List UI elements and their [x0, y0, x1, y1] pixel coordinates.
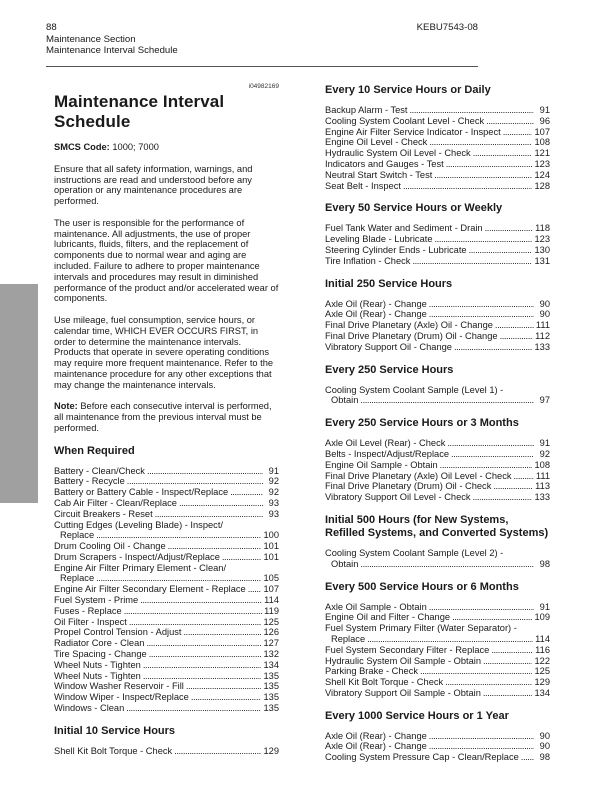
entry-title: Circuit Breakers - Reset — [54, 508, 153, 519]
entry-title: Cooling System Coolant Sample (Level 1) - — [325, 384, 504, 395]
entry-page-number: 111 — [535, 470, 550, 481]
entry-page-number: 133 — [534, 492, 550, 503]
toc-entry[interactable] — [325, 299, 550, 310]
entry-title: Final Drive Planetary (Drum) Oil - Check — [325, 481, 492, 492]
entry-title: Axle Oil (Rear) - Change — [325, 298, 427, 309]
toc-entry[interactable] — [54, 498, 279, 509]
entry-title: Wheel Nuts - Tighten — [54, 659, 141, 670]
interval-section — [325, 202, 550, 266]
entry-title: Final Drive Planetary (Axle) Oil - Change — [325, 320, 493, 331]
document-id: i04982169 — [248, 83, 279, 90]
toc-list — [325, 299, 550, 353]
entry-title-continued: Obtain — [331, 558, 359, 569]
entry-page-number: 101 — [263, 551, 279, 562]
toc-entry[interactable] — [325, 449, 550, 460]
toc-entry[interactable] — [54, 606, 279, 617]
entry-title: Fuel Tank Water and Sediment - Drain — [325, 223, 483, 234]
toc-entry[interactable] — [54, 617, 279, 628]
toc-entry[interactable] — [325, 460, 550, 471]
dot-leader — [491, 645, 533, 656]
toc-entry[interactable] — [54, 466, 279, 477]
section-heading: When Required — [54, 444, 135, 457]
entry-title: Engine Oil Level - Check — [325, 137, 428, 148]
toc-entry[interactable] — [54, 681, 279, 692]
dot-leader — [420, 666, 532, 677]
dot-leader — [445, 677, 532, 688]
toc-entry[interactable] — [325, 116, 550, 127]
toc-list — [54, 466, 279, 714]
entry-title: Final Drive Planetary (Drum) Oil - Change — [325, 330, 498, 341]
dot-leader — [473, 492, 533, 503]
dot-leader — [191, 692, 262, 703]
dot-leader — [360, 395, 534, 406]
dot-leader — [521, 752, 534, 763]
header-section: Maintenance Section — [46, 33, 136, 45]
entry-title: Engine Air Filter Primary Element - Clean/ — [54, 562, 227, 573]
toc-entry[interactable] — [54, 660, 279, 671]
toc-entry[interactable] — [54, 509, 279, 520]
smcs-value: 1000; 7000 — [109, 142, 159, 152]
entry-page-number: 121 — [534, 148, 550, 159]
toc-entry[interactable] — [325, 492, 550, 503]
entry-page-number: 93 — [268, 497, 279, 508]
toc-entry[interactable] — [54, 595, 279, 606]
dot-leader — [183, 627, 261, 638]
entry-page-number: 96 — [539, 115, 550, 126]
toc-entry[interactable] — [54, 563, 279, 585]
entry-title: Engine Oil Sample - Obtain — [325, 459, 438, 470]
dot-leader — [429, 299, 534, 310]
entry-page-number: 130 — [534, 244, 550, 255]
dot-leader — [410, 105, 534, 116]
entry-title: Fuses - Replace — [54, 605, 122, 616]
entry-page-number: 134 — [263, 659, 279, 670]
smcs-code — [54, 142, 279, 153]
dot-leader — [140, 595, 262, 606]
toc-entry[interactable] — [325, 612, 550, 623]
entry-title: Windows - Clean — [54, 703, 125, 714]
dot-leader — [186, 681, 262, 692]
dot-leader — [485, 223, 534, 234]
note-text: Before each consecutive interval is performed, all maintenance from the previous interval must be performed. — [54, 401, 272, 433]
page-number: 88 — [46, 22, 57, 33]
entry-page-number: 124 — [534, 169, 550, 180]
toc-list — [325, 438, 550, 503]
section-heading: Initial 250 Service Hours — [325, 277, 453, 290]
section-heading: Every 50 Service Hours or Weekly — [325, 202, 503, 215]
entry-title: Steering Cylinder Ends - Lubricate — [325, 244, 467, 255]
toc-entry[interactable] — [325, 677, 550, 688]
toc-entry[interactable] — [54, 671, 279, 682]
dot-leader — [149, 649, 262, 660]
dot-leader — [473, 148, 533, 159]
entry-page-number: 116 — [535, 644, 550, 655]
entry-page-number: 127 — [263, 638, 279, 649]
toc-entry[interactable] — [325, 309, 550, 320]
entry-title: Wheel Nuts - Tighten — [54, 670, 141, 681]
entry-title: Seat Belt - Inspect — [325, 180, 401, 191]
dot-leader — [124, 606, 262, 617]
entry-title: Window Wiper - Inspect/Replace — [54, 692, 189, 703]
dot-leader — [495, 320, 534, 331]
dot-leader — [127, 476, 263, 487]
toc-entry[interactable] — [325, 148, 550, 159]
entry-page-number: 135 — [263, 681, 279, 692]
dot-leader — [360, 559, 534, 570]
toc-entry[interactable] — [54, 476, 279, 487]
dot-leader — [126, 703, 261, 714]
entry-title: Shell Kit Bolt Torque - Check — [325, 677, 444, 688]
entry-page-number: 129 — [534, 677, 550, 688]
dot-leader — [179, 498, 263, 509]
toc-entry[interactable] — [325, 245, 550, 256]
entry-title: Cooling System Pressure Cap - Clean/Replace — [325, 752, 519, 763]
left-column — [54, 82, 279, 768]
interval-section — [325, 581, 550, 699]
entry-page-number: 128 — [534, 180, 550, 191]
dot-leader — [168, 541, 262, 552]
toc-entry[interactable] — [325, 438, 550, 449]
toc-entry[interactable] — [54, 746, 279, 757]
right-column — [325, 82, 550, 774]
entry-title-continued: Replace — [60, 530, 95, 541]
toc-entry[interactable] — [325, 256, 550, 267]
dot-leader — [96, 530, 261, 541]
entry-page-number: 91 — [268, 465, 279, 476]
entry-title: Fuel System - Prime — [54, 595, 139, 606]
dot-leader — [143, 671, 262, 682]
entry-title: Axle Oil (Rear) - Change — [325, 730, 427, 741]
dot-leader — [230, 487, 263, 498]
toc-entry[interactable] — [54, 692, 279, 703]
entry-title: Leveling Blade - Lubricate — [325, 234, 433, 245]
note-label: Note: — [54, 401, 78, 412]
entry-title-continued: Obtain — [331, 395, 359, 406]
entry-page-number: 135 — [263, 670, 279, 681]
entry-page-number: 118 — [535, 223, 550, 234]
dot-leader — [248, 584, 262, 595]
entry-page-number: 108 — [534, 137, 550, 148]
section-heading: Initial 10 Service Hours — [54, 724, 176, 737]
entry-page-number: 125 — [534, 666, 550, 677]
dot-leader — [454, 342, 533, 353]
entry-page-number: 105 — [263, 573, 279, 584]
entry-title: Drum Cooling Oil - Change — [54, 541, 166, 552]
section-heading: Every 1000 Service Hours or 1 Year — [325, 709, 509, 722]
entry-page-number: 133 — [534, 341, 550, 352]
entry-page-number: 114 — [264, 595, 279, 606]
section-heading: Every 500 Service Hours or 6 Months — [325, 580, 519, 593]
entry-page-number: 135 — [263, 703, 279, 714]
toc-list — [325, 105, 550, 191]
entry-title: Belts - Inspect/Adjust/Replace — [325, 448, 450, 459]
dot-leader — [469, 245, 533, 256]
interval-section — [325, 84, 550, 191]
entry-title: Engine Air Filter Service Indicator - Inspect — [325, 126, 501, 137]
section-heading: Every 250 Service Hours — [325, 363, 454, 376]
dot-leader — [412, 256, 532, 267]
toc-entry[interactable] — [54, 487, 279, 498]
entry-title: Neutral Start Switch - Test — [325, 169, 433, 180]
toc-entry[interactable] — [325, 385, 550, 407]
intro-paragraph: Ensure that all safety information, warnings, and instructions are read and understood before any operation or any maintenance procedures are performed. — [54, 163, 253, 207]
entry-title: Fuel System Primary Filter (Water Separator) - — [325, 623, 517, 634]
dot-leader — [451, 449, 534, 460]
entry-page-number: 126 — [263, 627, 279, 638]
toc-entry[interactable] — [325, 170, 550, 181]
dot-leader — [174, 746, 261, 757]
interval-section — [325, 278, 550, 353]
toc-entry[interactable] — [325, 688, 550, 699]
interval-section — [325, 417, 550, 503]
toc-entry[interactable] — [54, 627, 279, 638]
toc-list — [325, 602, 550, 699]
toc-list — [54, 746, 279, 757]
entry-title: Oil Filter - Inspect — [54, 616, 127, 627]
toc-entry[interactable] — [325, 320, 550, 331]
responsibility-paragraph: The user is responsible for the performance of maintenance. All adjustments, the use of proper lubricants, fluids, filters, and the replacement of components due to normal wear and aging are included. Failure to adhere to proper maintenance intervals and procedures may result in diminished performance of the product and/or accelerated wear of components. — [54, 217, 279, 304]
entry-title: Axle Oil (Rear) - Change — [325, 741, 427, 752]
section-heading: Initial 500 Hours (for New Systems, Refilled Systems, and Converted Systems) — [325, 513, 549, 539]
dot-leader — [483, 688, 533, 699]
toc-entry[interactable] — [325, 105, 550, 116]
entry-title: Fuel System Secondary Filter - Replace — [325, 644, 490, 655]
dot-leader — [429, 741, 534, 752]
doc-code: KEBU7543-08 — [416, 22, 478, 33]
dot-leader — [96, 573, 261, 584]
toc-entry[interactable] — [325, 645, 550, 656]
dot-leader — [440, 460, 533, 471]
toc-entry[interactable] — [325, 181, 550, 192]
entry-page-number: 100 — [263, 530, 279, 541]
dot-leader — [514, 471, 534, 482]
entry-page-number: 90 — [539, 730, 550, 741]
entry-page-number: 114 — [535, 633, 550, 644]
interval-section — [54, 725, 279, 757]
entry-title: Hydraulic System Oil Level - Check — [325, 148, 471, 159]
dot-leader — [486, 116, 534, 127]
header-divider — [46, 66, 478, 67]
entry-page-number: 135 — [263, 692, 279, 703]
dot-leader — [429, 137, 532, 148]
entry-page-number: 93 — [268, 508, 279, 519]
dot-leader — [446, 159, 533, 170]
toc-entry[interactable] — [54, 541, 279, 552]
dot-leader — [129, 617, 262, 628]
dot-leader — [500, 331, 534, 342]
dot-leader — [503, 127, 533, 138]
toc-entry[interactable] — [325, 342, 550, 353]
entry-page-number: 90 — [539, 298, 550, 309]
dot-leader — [452, 612, 532, 623]
entry-title: Axle Oil Level (Rear) - Check — [325, 438, 446, 449]
entry-page-number: 107 — [534, 126, 550, 137]
toc-entry[interactable] — [325, 471, 550, 482]
entry-title: Battery or Battery Cable - Inspect/Replace — [54, 487, 229, 498]
entry-page-number: 90 — [539, 741, 550, 752]
toc-entry[interactable] — [325, 234, 550, 245]
toc-entry[interactable] — [54, 649, 279, 660]
entry-title: Drum Scrapers - Inspect/Adjust/Replace — [54, 551, 220, 562]
entry-page-number: 123 — [534, 234, 550, 245]
dot-leader — [447, 438, 534, 449]
interval-paragraph: Use mileage, fuel consumption, service hours, or calendar time, WHICH EVER OCCURS FIRST, in order to determine the maintenance intervals. Products that operate in severe operating conditions may require more frequent maintenance. Refer to the maintenance procedure for any other exceptions that may change the maintenance intervals. — [54, 314, 274, 390]
entry-title: Tire Inflation - Check — [325, 255, 411, 266]
interval-section — [325, 364, 550, 407]
section-heading: Every 250 Service Hours or 3 Months — [325, 417, 519, 430]
dot-leader — [483, 656, 532, 667]
entry-page-number: 109 — [534, 612, 550, 623]
smcs-label: SMCS Code: — [54, 142, 110, 152]
toc-entry[interactable] — [325, 137, 550, 148]
dot-leader — [403, 181, 533, 192]
toc-entry[interactable] — [325, 331, 550, 342]
toc-entry[interactable] — [325, 548, 550, 570]
toc-entry[interactable] — [325, 656, 550, 667]
interval-section — [54, 445, 279, 714]
entry-page-number: 91 — [539, 601, 550, 612]
entry-title: Cutting Edges (Leveling Blade) - Inspect/ — [54, 519, 223, 530]
page-title: Maintenance Interval Schedule — [54, 92, 225, 131]
dot-leader — [429, 731, 534, 742]
entry-title: Indicators and Gauges - Test — [325, 158, 444, 169]
toc-entry[interactable] — [54, 703, 279, 714]
toc-entry[interactable] — [325, 127, 550, 138]
entry-title: Radiator Core - Clean — [54, 638, 145, 649]
entry-page-number: 112 — [535, 330, 550, 341]
entry-title: Engine Oil and Filter - Change — [325, 612, 451, 623]
entry-page-number: 92 — [268, 487, 279, 498]
dot-leader — [147, 466, 263, 477]
entry-page-number: 90 — [539, 309, 550, 320]
toc-entry[interactable] — [325, 223, 550, 234]
entry-title: Window Washer Reservoir - Fill — [54, 681, 184, 692]
entry-page-number: 92 — [539, 448, 550, 459]
dot-leader — [435, 234, 533, 245]
entry-title: Vibratory Support Oil Sample - Obtain — [325, 687, 481, 698]
interval-section — [325, 514, 550, 570]
entry-title: Axle Oil (Rear) - Change — [325, 309, 427, 320]
toc-entry[interactable] — [325, 731, 550, 742]
dot-leader — [429, 309, 534, 320]
toc-entry[interactable] — [54, 552, 279, 563]
entry-title: Tire Spacing - Change — [54, 649, 147, 660]
entry-title: Backup Alarm - Test — [325, 105, 408, 115]
entry-title: Vibratory Support Oil - Change — [325, 341, 452, 352]
entry-title: Axle Oil Sample - Obtain — [325, 601, 427, 612]
toc-list — [325, 223, 550, 266]
entry-title: Vibratory Support Oil Level - Check — [325, 492, 471, 503]
entry-title-continued: Replace — [60, 573, 95, 584]
entry-title: Battery - Clean/Check — [54, 465, 145, 476]
entry-title: Final Drive Planetary (Axle) Oil Level - Check — [325, 470, 512, 481]
entry-title: Engine Air Filter Secondary Element - Replace — [54, 584, 246, 595]
toc-entry[interactable] — [325, 752, 550, 763]
entry-page-number: 125 — [263, 616, 279, 627]
entry-title: Propel Control Tension - Adjust — [54, 627, 182, 638]
dot-leader — [434, 170, 532, 181]
toc-entry[interactable] — [325, 159, 550, 170]
dot-leader — [155, 509, 263, 520]
section-heading: Every 10 Service Hours or Daily — [325, 84, 491, 96]
entry-page-number: 91 — [539, 438, 550, 449]
entry-page-number: 113 — [535, 481, 550, 492]
entry-page-number: 92 — [268, 476, 279, 487]
toc-entry[interactable] — [325, 481, 550, 492]
dot-leader — [222, 552, 262, 563]
entry-page-number: 101 — [263, 541, 279, 552]
running-header — [46, 22, 178, 57]
dot-leader — [146, 638, 261, 649]
entry-page-number: 134 — [534, 687, 550, 698]
entry-page-number: 91 — [539, 105, 550, 115]
toc-entry[interactable] — [54, 638, 279, 649]
dot-leader — [143, 660, 262, 671]
entry-title: Hydraulic System Oil Sample - Obtain — [325, 655, 482, 666]
entry-page-number: 111 — [535, 320, 550, 331]
toc-list — [325, 548, 550, 570]
interval-section — [325, 710, 550, 763]
entry-page-number: 98 — [539, 558, 550, 569]
header-subsection: Maintenance Interval Schedule — [46, 45, 178, 56]
note-paragraph — [54, 401, 279, 433]
section-thumb-tab — [0, 284, 38, 503]
entry-title: Battery - Recycle — [54, 476, 125, 487]
entry-title-continued: Replace — [331, 633, 366, 644]
toc-list — [325, 385, 550, 407]
entry-page-number: 129 — [263, 745, 279, 756]
entry-title: Cooling System Coolant Level - Check — [325, 115, 485, 126]
entry-page-number: 97 — [539, 395, 550, 406]
dot-leader — [429, 602, 534, 613]
entry-page-number: 122 — [534, 655, 550, 666]
toc-entry[interactable] — [325, 602, 550, 613]
entry-page-number: 119 — [264, 605, 279, 616]
entry-title: Parking Brake - Check — [325, 666, 419, 677]
entry-page-number: 108 — [534, 459, 550, 470]
dot-leader — [367, 634, 533, 645]
entry-page-number: 98 — [539, 752, 550, 763]
entry-page-number: 107 — [263, 584, 279, 595]
toc-entry[interactable] — [325, 623, 550, 645]
toc-entry[interactable] — [325, 666, 550, 677]
dot-leader — [493, 481, 533, 492]
entry-title: Cab Air Filter - Clean/Replace — [54, 497, 177, 508]
toc-list — [325, 731, 550, 763]
entry-page-number: 132 — [263, 649, 279, 660]
entry-title: Shell Kit Bolt Torque - Check — [54, 745, 173, 756]
toc-entry[interactable] — [54, 584, 279, 595]
entry-title: Cooling System Coolant Sample (Level 2) - — [325, 547, 504, 558]
entry-page-number: 123 — [534, 158, 550, 169]
toc-entry[interactable] — [54, 520, 279, 542]
entry-page-number: 131 — [534, 255, 550, 266]
toc-entry[interactable] — [325, 741, 550, 752]
